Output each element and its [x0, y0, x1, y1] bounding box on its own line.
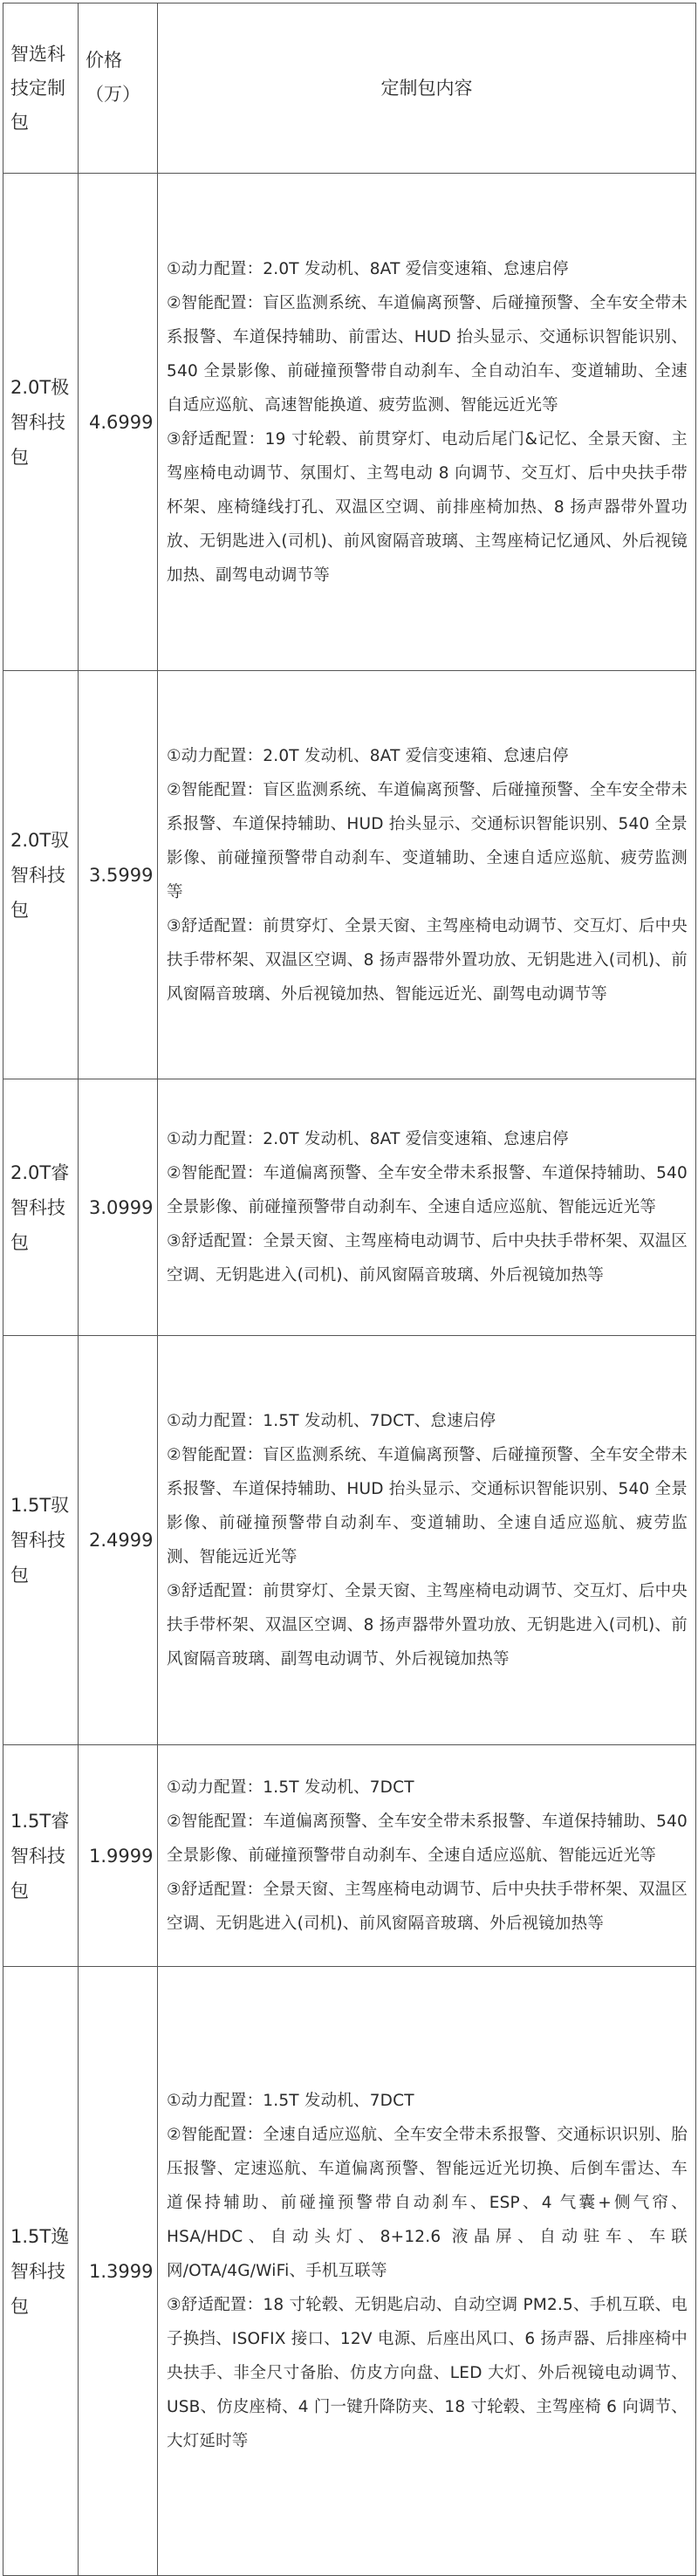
- power-config: ①动力配置：2.0T 发动机、8AT 爱信变速箱、怠速启停: [167, 746, 569, 765]
- package-name: 2.0T极智科技包: [3, 174, 79, 671]
- table-row: [3, 1745, 696, 1967]
- package-name: 1.5T驭智科技包: [3, 1336, 79, 1745]
- comfort-config: ③舒适配置：全景天窗、主驾座椅电动调节、后中央扶手带杯架、双温区空调、无钥匙进入(司机)、前风窗隔音玻璃、外后视镜加热等: [167, 1232, 688, 1285]
- power-config: ①动力配置：1.5T 发动机、7DCT: [167, 2092, 414, 2110]
- header-package-name: 智选科技定制包: [3, 3, 79, 174]
- power-config: ①动力配置：2.0T 发动机、8AT 爱信变速箱、怠速启停: [167, 259, 569, 278]
- comfort-config: ③舒适配置：全景天窗、主驾座椅电动调节、后中央扶手带杯架、双温区空调、无钥匙进入(司机)、前风窗隔音玻璃、外后视镜加热等: [167, 1881, 688, 1933]
- comfort-config: ③舒适配置：前贯穿灯、全景天窗、主驾座椅电动调节、交互灯、后中央扶手带杯架、双温区空调、8 扬声器带外置功放、无钥匙进入(司机)、前风窗隔音玻璃、副驾电动调节、外后视镜加热等: [167, 1582, 688, 1668]
- comfort-config: ③舒适配置：前贯穿灯、全景天窗、主驾座椅电动调节、交互灯、后中央扶手带杯架、双温区空调、8 扬声器带外置功放、无钥匙进入(司机)、前风窗隔音玻璃、外后视镜加热、智能远近光、副驾电动调节等: [167, 916, 688, 1004]
- package-price: 4.6999: [79, 174, 158, 671]
- package-name: 2.0T驭智科技包: [3, 671, 79, 1079]
- comfort-config: ③舒适配置：18 寸轮毂、无钥匙启动、自动空调 PM2.5、手机互联、电子换挡、ISOFIX 接口、12V 电源、后座出风口、6 扬声器、后排座椅中央扶手、非全尺寸备胎、仿皮方向盘、LED 大灯、外后视镜电动调节、USB、仿皮座椅、4 门一键升降防夹、18 寸轮毂、主驾座椅 6 向调节、大灯延时等: [167, 2296, 688, 2450]
- package-content: [158, 1079, 696, 1336]
- package-content: [158, 671, 696, 1079]
- comfort-config: ③舒适配置：19 寸轮毂、前贯穿灯、电动后尾门&记忆、全景天窗、主驾座椅电动调节、氛围灯、主驾电动 8 向调节、交互灯、后中央扶手带杯架、座椅缝线打孔、双温区空调、前排座椅加热、8 扬声器带外置功放、无钥匙进入(司机)、前风窗隔音玻璃、主驾座椅记忆通风、外后视镜加热、副驾电动调节等: [167, 429, 688, 585]
- smart-config: ②智能配置：车道偏离预警、全车安全带未系报警、车道保持辅助、540 全景影像、前碰撞预警带自动刹车、全速自适应巡航、智能远近光等: [167, 1812, 688, 1865]
- smart-config: ②智能配置：盲区监测系统、车道偏离预警、后碰撞预警、全车安全带未系报警、车道保持辅助、前雷达、HUD 抬头显示、交通标识智能识别、540 全景影像、前碰撞预警带自动刹车、全自动泊车、变道辅助、全速自适应巡航、高速智能换道、疲劳监测、智能远近光等: [167, 293, 688, 414]
- package-price: 1.3999: [79, 1967, 158, 2576]
- smart-config: ②智能配置：盲区监测系统、车道偏离预警、后碰撞预警、全车安全带未系报警、车道保持辅助、HUD 抬头显示、交通标识智能识别、540 全景影像、前碰撞预警带自动刹车、变道辅助、全速自适应巡航、疲劳监测、智能远近光等: [167, 1446, 688, 1566]
- power-config: ①动力配置：2.0T 发动机、8AT 爱信变速箱、怠速启停: [167, 1130, 569, 1148]
- package-price: 3.0999: [79, 1079, 158, 1336]
- table-row: [3, 671, 696, 1079]
- power-config: ①动力配置：1.5T 发动机、7DCT: [167, 1778, 414, 1797]
- table-row: [3, 174, 696, 671]
- smart-config: ②智能配置：盲区监测系统、车道偏离预警、后碰撞预警、全车安全带未系报警、车道保持辅助、HUD 抬头显示、交通标识智能识别、540 全景影像、前碰撞预警带自动刹车、变道辅助、全速自适应巡航、疲劳监测等: [167, 780, 688, 901]
- table-row: [3, 1967, 696, 2576]
- header-price: 价格（万）: [79, 3, 158, 174]
- package-content: [158, 174, 696, 671]
- table-row: [3, 1079, 696, 1336]
- package-content: [158, 1745, 696, 1967]
- package-name: 1.5T睿智科技包: [3, 1745, 79, 1967]
- package-table: [3, 3, 696, 2576]
- table-row: [3, 1336, 696, 1745]
- package-price: 3.5999: [79, 671, 158, 1079]
- package-content: [158, 1336, 696, 1745]
- package-price: 2.4999: [79, 1336, 158, 1745]
- header-content: 定制包内容: [158, 3, 696, 174]
- package-name: 1.5T逸智科技包: [3, 1967, 79, 2576]
- package-price: 1.9999: [79, 1745, 158, 1967]
- smart-config: ②智能配置：全速自适应巡航、全车安全带未系报警、交通标识识别、胎压报警、定速巡航、车道偏离预警、智能远近光切换、后倒车雷达、车道保持辅助、前碰撞预警带自动刹车、ESP、4 气囊+侧气帘、HSA/HDC、自动头灯、8+12.6 液晶屏、自动驻车、车联网/OTA/4G/WiFi、手机互联等: [167, 2126, 688, 2280]
- table-header-row: [3, 3, 696, 174]
- power-config: ①动力配置：1.5T 发动机、7DCT、怠速启停: [167, 1412, 496, 1430]
- smart-config: ②智能配置：车道偏离预警、全车安全带未系报警、车道保持辅助、540 全景影像、前碰撞预警带自动刹车、全速自适应巡航、智能远近光等: [167, 1164, 688, 1216]
- package-name: 2.0T睿智科技包: [3, 1079, 79, 1336]
- package-content: [158, 1967, 696, 2576]
